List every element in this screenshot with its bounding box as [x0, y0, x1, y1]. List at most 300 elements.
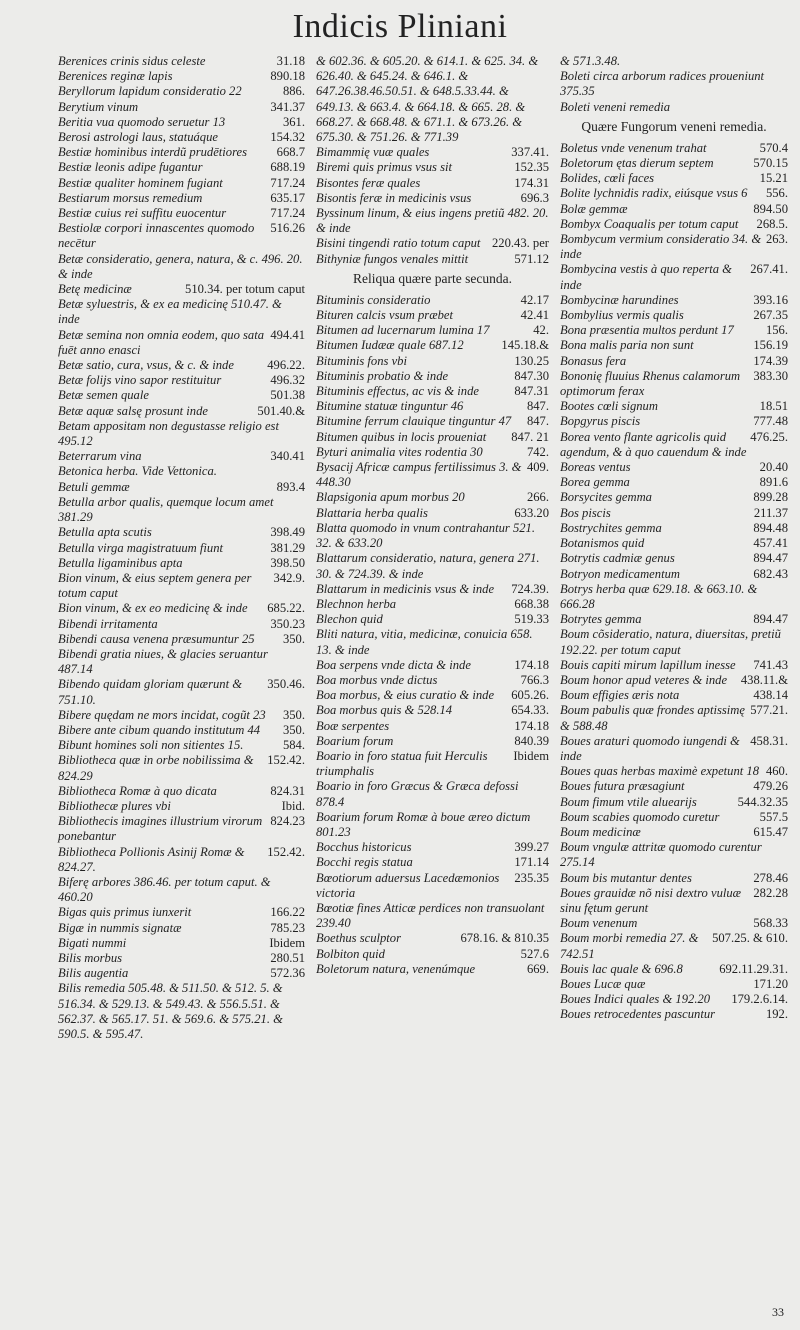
entry-term: Boues futura præsagiunt [560, 779, 685, 794]
index-entry [560, 931, 788, 961]
index-entry [58, 495, 305, 525]
entry-term: Botrytis cadmiæ genus [560, 551, 675, 566]
entry-term: Boethus sculptor [316, 931, 402, 946]
index-entry [316, 145, 549, 160]
index-entry [58, 966, 305, 981]
entry-reference: 635.17 [270, 190, 305, 205]
index-entry [560, 521, 788, 536]
index-entry [560, 54, 788, 69]
entry-reference: 890.18 [270, 69, 305, 84]
entry-term: & 602.36. & 605.20. & 614.1. & 625. 34. & 626.40. & 645.24. & 646.1. & 647.26.38.46.50.51. & 648.5.33.44. & 649.13. & 663.4. & 664.18. & 665. 28. & 668.27. & 668.48. & 671.1. & 673.26. & 675.30. & 751.26. & 771.39 [316, 54, 539, 145]
entry-term: Boæ serpentes [316, 718, 390, 733]
entry-term: Betulla apta scutis [58, 525, 152, 540]
entry-term: Bigas quis primus iunxerit [58, 905, 192, 920]
entry-reference: 220.43. per [491, 236, 549, 251]
entry-reference: 398.50 [270, 555, 305, 570]
entry-reference: Ibidem [513, 748, 549, 763]
index-entry [58, 176, 305, 191]
index-entry [58, 373, 305, 388]
entry-reference: 824.23 [270, 814, 305, 829]
index-entry [560, 916, 788, 931]
entry-reference: 724.39. [511, 581, 549, 596]
entry-term: Bysacij Africæ campus fertilissimus 3. & 448.30 [316, 460, 522, 490]
entry-reference: 891.6 [759, 475, 788, 490]
entry-reference: 572.36 [270, 966, 305, 981]
entry-reference: 350.46. [267, 677, 305, 692]
index-column-1 [58, 54, 305, 1042]
entry-term: Beryllorum lapidum consideratio 22 [58, 84, 242, 99]
index-entry [58, 556, 305, 571]
index-entry [316, 658, 549, 673]
index-entry [316, 597, 549, 612]
entry-term: Botryon medicamentum [560, 566, 680, 581]
section-note: Quære Fungorum veneni remedia. [581, 118, 767, 134]
entry-term: Boa serpens vnde dicta & inde [316, 657, 471, 672]
entry-reference: 886. [282, 84, 305, 99]
index-entry [316, 779, 549, 809]
entry-reference: 717.24 [270, 206, 305, 221]
entry-term: Boleti circa arborum radices proueniunt 375.35 [560, 69, 765, 99]
entry-term: Berenices crinis sidus celeste [58, 54, 206, 68]
entry-reference: 166.22 [270, 905, 305, 920]
index-entry [316, 54, 549, 145]
entry-term: Boa morbus vnde dictus [316, 672, 438, 687]
entry-reference: 156.19 [753, 338, 788, 353]
entry-reference: 840.39 [514, 733, 549, 748]
entry-term: Boa morbus quis & 528.14 [316, 703, 453, 718]
entry-reference: 152.35 [514, 160, 549, 175]
entry-term: Beterrarum vina [58, 449, 142, 464]
entry-term: Bombycinæ harundines [560, 292, 679, 307]
entry-reference: 268.5. [756, 216, 788, 231]
entry-reference: 668.7 [276, 145, 305, 160]
index-entry [58, 54, 305, 69]
entry-term: Betulla ligaminibus apta [58, 555, 183, 570]
entry-term: Bisini tingendi ratio totum caput [316, 236, 481, 251]
entry-term: Boleti veneni remedia [560, 99, 671, 114]
entry-reference: 460. [765, 764, 788, 779]
entry-term: Boletus vnde venenum trahat [560, 140, 707, 155]
index-entry [560, 795, 788, 810]
entry-term: Boues araturi quomodo iungendi & inde [560, 733, 740, 763]
index-entry [316, 430, 549, 445]
entry-term: Bononię fluuius Rhenus calamorum optimorum ferax [560, 368, 741, 399]
entry-reference: 383.30 [753, 368, 788, 383]
entry-term: Bisontis feræ in medicinis vsus [316, 190, 472, 205]
entry-term: Botrys herba quæ 629.18. & 663.10. & 666.28 [560, 581, 758, 611]
entry-term: Boues Lucæ quæ [560, 976, 646, 991]
index-entry [560, 100, 788, 115]
entry-reference: 174.31 [514, 175, 549, 190]
entry-term: Bombycina vestis à quo reperta & inde [560, 262, 732, 292]
entry-term: Boum vngulæ attritæ quomodo curentur 275.14 [560, 840, 762, 870]
index-entry [560, 69, 788, 99]
entry-reference: 668.38 [514, 596, 549, 611]
entry-term: Boum honor apud veteres & inde [560, 672, 728, 687]
entry-reference: 350. [282, 631, 305, 646]
index-entry [316, 252, 549, 267]
entry-reference: 278.46 [753, 870, 788, 885]
entry-reference: 741.43 [753, 657, 788, 672]
entry-reference: 847.31 [514, 384, 549, 399]
entry-reference: 457.41 [753, 536, 788, 551]
index-entry [58, 632, 305, 647]
entry-term: Blatta quomodo in vnum contrahantur 521. 32. & 633.20 [316, 520, 535, 551]
entry-reference: 519.33 [514, 612, 549, 627]
index-entry [58, 601, 305, 616]
entry-reference: Ibid. [281, 798, 305, 813]
entry-term: Berosi astrologi laus, statuáque [58, 130, 218, 145]
index-entry [560, 430, 788, 460]
entry-term: Botanismos quid [560, 536, 645, 551]
entry-reference: 174.18 [514, 718, 549, 733]
index-entry [58, 951, 305, 966]
index-entry [58, 130, 305, 145]
entry-reference: 20.40 [759, 460, 788, 475]
entry-term: Boario in foro statua fuit Herculis triumphalis [316, 748, 488, 779]
entry-reference: 342.9. [273, 570, 305, 585]
index-entry [560, 840, 788, 870]
entry-reference: 267.35 [753, 308, 788, 323]
entry-reference: 615.47 [753, 824, 788, 839]
index-entry [560, 171, 788, 186]
entry-reference: 409. [526, 460, 549, 475]
entry-reference: 381.29 [270, 540, 305, 555]
entry-reference: 235.35 [514, 870, 549, 885]
entry-term: Betulla arbor qualis, quemque locum amet 381.29 [58, 494, 274, 525]
entry-term: Betam appositam non degustasse religio est 495.12 [58, 418, 279, 449]
entry-term: Boarium forum [316, 733, 394, 748]
entry-reference: 42. [533, 323, 549, 338]
index-entry [58, 799, 305, 814]
entry-term: Beritia vua quomodo seruetur 13 [58, 114, 226, 129]
entry-reference: 438.11.& [740, 672, 788, 687]
entry-term: Betæ satio, cura, vsus, & c. & inde [58, 358, 234, 373]
index-entry [560, 156, 788, 171]
index-entry [58, 221, 305, 251]
entry-term: Bestiæ hominibus interdũ prudētiores [58, 145, 248, 160]
entry-reference: 156. [765, 323, 788, 338]
entry-reference: 669. [526, 961, 549, 976]
entry-term: Bilis augentia [58, 966, 129, 981]
index-entry [316, 490, 549, 505]
entry-reference: 894.50 [753, 201, 788, 216]
entry-reference: 894.48 [753, 520, 788, 535]
entry-term: Bestiarum morsus remedium [58, 190, 203, 205]
entry-term: Bouis lac quale & 696.8 [560, 961, 683, 976]
entry-reference: 678.16. & 810.35 [460, 931, 549, 946]
entry-term: Botrytes gemma [560, 612, 642, 627]
entry-term: Bestiæ leonis adipe fugantur [58, 160, 203, 175]
entry-term: Bitumen quibus in locis proueniat [316, 429, 487, 444]
entry-reference: 152.42. [267, 753, 305, 768]
entry-reference: 899.28 [753, 490, 788, 505]
index-entry [560, 262, 788, 292]
entry-term: Borsycites gemma [560, 490, 652, 505]
entry-reference: 350. [282, 722, 305, 737]
index-entry [58, 115, 305, 130]
entry-reference: 398.49 [270, 525, 305, 540]
entry-reference: 171.14 [514, 855, 549, 870]
index-entry [316, 551, 549, 581]
entry-term: Boum morbi remedia 27. & 742.51 [560, 931, 699, 961]
entry-term: Blattarum consideratio, natura, genera 271. 30. & 724.39. & inde [316, 551, 540, 581]
entry-reference: 130.25 [514, 353, 549, 368]
entry-reference: 847.30 [514, 368, 549, 383]
entry-term: Blattarum in medicinis vsus & inde [316, 581, 495, 596]
entry-term: Bolæ gemmæ [560, 201, 628, 216]
entry-reference: 688.19 [270, 160, 305, 175]
index-entry [316, 338, 549, 353]
index-entry [58, 282, 305, 297]
entry-term: Boues Indici quales & 192.20 [560, 992, 711, 1007]
entry-term: Bithyniæ fungos venales mittit [316, 251, 469, 266]
entry-term: Bibunt homines soli non sitientes 15. [58, 738, 244, 753]
entry-term: Bolite lychnidis radix, eiúsque vsus 6 [560, 186, 748, 201]
index-entry [58, 328, 305, 358]
entry-term: Betæ aquæ salsę prosunt inde [58, 403, 208, 418]
entry-term: Bibendi irritamenta [58, 616, 158, 631]
index-entry [58, 206, 305, 221]
index-entry [560, 1007, 788, 1022]
entry-reference: 282.28 [753, 885, 788, 900]
entry-term: Boreas ventus [560, 460, 631, 475]
index-entry [58, 419, 305, 449]
entry-reference: 557.5 [759, 809, 788, 824]
entry-reference: 527.6 [520, 946, 549, 961]
index-entry [560, 490, 788, 505]
entry-term: Bitumine ferrum clauique tinguntur 47 [316, 414, 512, 429]
entry-reference: 154.32 [270, 130, 305, 145]
index-entry [316, 931, 549, 946]
entry-term: Blattaria herba qualis [316, 505, 428, 520]
index-entry [560, 141, 788, 156]
entry-reference: 894.47 [753, 551, 788, 566]
index-entry [58, 814, 305, 844]
index-entry [560, 658, 788, 673]
index-entry [316, 719, 549, 734]
index-entry [560, 688, 788, 703]
index-entry [316, 160, 549, 175]
entry-term: Bonasus fera [560, 353, 627, 368]
index-entry [560, 414, 788, 429]
entry-reference: 171.20 [753, 976, 788, 991]
index-entry [316, 734, 549, 749]
entry-term: Blechon quid [316, 612, 383, 627]
index-entry [316, 460, 549, 490]
entry-term: Bibliothecis imagines illustrium virorum ponebantur [58, 814, 263, 844]
index-column-3 [560, 54, 788, 1023]
index-entry [58, 160, 305, 175]
entry-reference: 507.25. & 610. [712, 931, 788, 946]
entry-reference: 742. [526, 444, 549, 459]
entry-term: Bion vinum, & ex eo medicinę & inde [58, 601, 248, 616]
entry-term: Berenices reginæ lapis [58, 69, 173, 84]
index-entry [560, 460, 788, 475]
entry-reference: 179.2.6.14. [731, 992, 788, 1007]
entry-reference: 192. [765, 1007, 788, 1022]
entry-term: Boario in foro Græcus & Græca defossi 878.4 [316, 779, 519, 809]
index-entry [316, 384, 549, 399]
index-entry [560, 810, 788, 825]
index-entry [58, 723, 305, 738]
entry-reference: 399.27 [514, 840, 549, 855]
index-entry [316, 308, 549, 323]
entry-term: Betuli gemmæ [58, 479, 130, 494]
index-entry [316, 962, 549, 977]
entry-reference: 494.41 [270, 327, 305, 342]
entry-term: Blapsigonia apum morbus 20 [316, 490, 465, 505]
index-entry [560, 764, 788, 779]
index-entry [58, 784, 305, 799]
entry-term: Bibendi gratia niues, & glacies seruantur 487.14 [58, 646, 268, 677]
entry-reference: 847. [526, 399, 549, 414]
index-entry [316, 206, 549, 236]
entry-reference: 31.18 [276, 54, 305, 68]
entry-term: Borea vento flante agricolis quid agendum, & à quo cauendum & inde [560, 429, 747, 459]
entry-term: Bliti natura, vitia, medicinæ, conuicia 658. 13. & inde [316, 627, 533, 657]
index-entry [58, 145, 305, 160]
entry-reference: 350.23 [270, 616, 305, 631]
index-entry [58, 905, 305, 920]
entry-term: Byssinum linum, & eius ingens pretiũ 482. 20. & inde [316, 206, 549, 236]
entry-term: Boletorum natura, venenúmque [316, 961, 476, 976]
entry-reference: 340.41 [270, 449, 305, 464]
index-entry [560, 703, 788, 733]
entry-reference: 393.16 [753, 292, 788, 307]
index-entry [560, 886, 788, 916]
entry-reference: 570.15 [753, 156, 788, 171]
index-entry [316, 445, 549, 460]
entry-term: & 571.3.48. [560, 54, 621, 68]
entry-reference: 568.33 [753, 916, 788, 931]
entry-term: Bilis morbus [58, 950, 123, 965]
index-entry [58, 84, 305, 99]
entry-reference: 847. 21 [511, 429, 549, 444]
index-entry [560, 354, 788, 369]
entry-reference: 42.17 [520, 292, 549, 307]
entry-reference: 570.4 [759, 140, 788, 155]
index-entry [316, 840, 549, 855]
entry-reference: 476.25. [750, 429, 788, 444]
index-entry [316, 354, 549, 369]
entry-term: Bocchus historicus [316, 840, 412, 855]
index-entry [560, 582, 788, 612]
entry-term: Bituminis effectus, ac vis & inde [316, 384, 479, 399]
entry-term: Bituminis consideratio [316, 292, 431, 307]
index-entry [560, 399, 788, 414]
entry-term: Bibendi causa venena præsumuntur 25 [58, 631, 255, 646]
index-entry [560, 475, 788, 490]
index-entry [58, 647, 305, 677]
entry-reference: 696.3 [520, 190, 549, 205]
index-entry [58, 753, 305, 783]
entry-term: Bootes cœli signum [560, 399, 658, 414]
index-entry [560, 673, 788, 688]
entry-term: Boa morbus, & eius curatio & inde [316, 688, 495, 703]
index-entry [560, 551, 788, 566]
index-entry [316, 627, 549, 657]
index-entry [560, 627, 788, 657]
entry-term: Boum fimum vtile aluearijs [560, 794, 697, 809]
entry-term: Bituren calcis vsum præbet [316, 308, 453, 323]
index-entry [560, 323, 788, 338]
entry-term: Bestiæ qualiter hominem fugiant [58, 175, 223, 190]
index-entry [316, 810, 549, 840]
entry-reference: 145.18.& [501, 338, 549, 353]
entry-reference: 893.4 [276, 479, 305, 494]
index-entry [316, 521, 549, 551]
index-entry [58, 617, 305, 632]
entry-term: Byturi animalia vites rodentia 30 [316, 444, 483, 459]
entry-reference: 438.14 [753, 688, 788, 703]
entry-term: Bibere quędam ne mors incidat, cogũt 23 [58, 707, 266, 722]
entry-term: Boletorum ętas dierum septem [560, 156, 714, 171]
entry-reference: 496.32 [270, 373, 305, 388]
page-title: Indicis Pliniani [292, 8, 508, 45]
entry-reference: 510.34. per totum caput [185, 282, 305, 297]
entry-reference: 501.38 [270, 388, 305, 403]
index-entry [58, 69, 305, 84]
index-entry [560, 338, 788, 353]
entry-term: Bibliotheca quæ in orbe nobilissima & 824.29 [58, 753, 254, 783]
entry-reference: 337.41. [511, 145, 549, 160]
entry-reference: 824.31 [270, 783, 305, 798]
index-entry [58, 388, 305, 403]
entry-term: Bolbiton quid [316, 946, 385, 961]
index-entry [316, 369, 549, 384]
index-entry [316, 703, 549, 718]
entry-reference: Ibidem [269, 935, 305, 950]
index-entry [316, 414, 549, 429]
index-entry [58, 541, 305, 556]
entry-term: Betæ consideratio, genera, natura, & c. 496. 20. & inde [58, 251, 303, 281]
index-entry [58, 738, 305, 753]
entry-term: Bituminis fons vbi [316, 353, 407, 368]
index-entry [560, 825, 788, 840]
entry-term: Bouis capiti mirum lapillum inesse [560, 657, 736, 672]
index-entry [58, 708, 305, 723]
index-entry [316, 236, 549, 251]
entry-term: Bœotiæ fines Atticæ perdices non transuolant 239.40 [316, 900, 545, 931]
entry-reference: 280.51 [270, 950, 305, 965]
index-entry [316, 582, 549, 597]
entry-term: Betonica herba. Vide Vettonica. [58, 464, 217, 479]
index-entry [58, 100, 305, 115]
index-entry [560, 202, 788, 217]
entry-term: Bigæ in nummis signatæ [58, 920, 182, 935]
index-entry [58, 921, 305, 936]
index-entry [316, 506, 549, 521]
entry-term: Borea gemma [560, 475, 630, 490]
entry-term: Berytium vinum [58, 99, 139, 114]
entry-term: Bombylius vermis qualis [560, 308, 684, 323]
entry-term: Blechnon herba [316, 596, 397, 611]
entry-reference: 350. [282, 707, 305, 722]
entry-term: Bombycum vermium consideratio 34. & inde [560, 232, 762, 262]
entry-term: Boues quas herbas maximè expetunt 18 [560, 764, 760, 779]
entry-term: Bibliotheca Pollionis Asinij Romæ & 824.27. [58, 844, 245, 874]
entry-term: Betulla virga magistratuum fiunt [58, 540, 223, 555]
index-entry [560, 567, 788, 582]
entry-term: Betæ syluestris, & ex ea medicinę 510.47. & inde [58, 297, 282, 327]
entry-reference: 685.22. [267, 601, 305, 616]
entry-reference: 584. [282, 738, 305, 753]
index-entry [58, 525, 305, 540]
index-entry [560, 293, 788, 308]
index-entry [560, 977, 788, 992]
entry-term: Bona malis paria non sunt [560, 338, 694, 353]
